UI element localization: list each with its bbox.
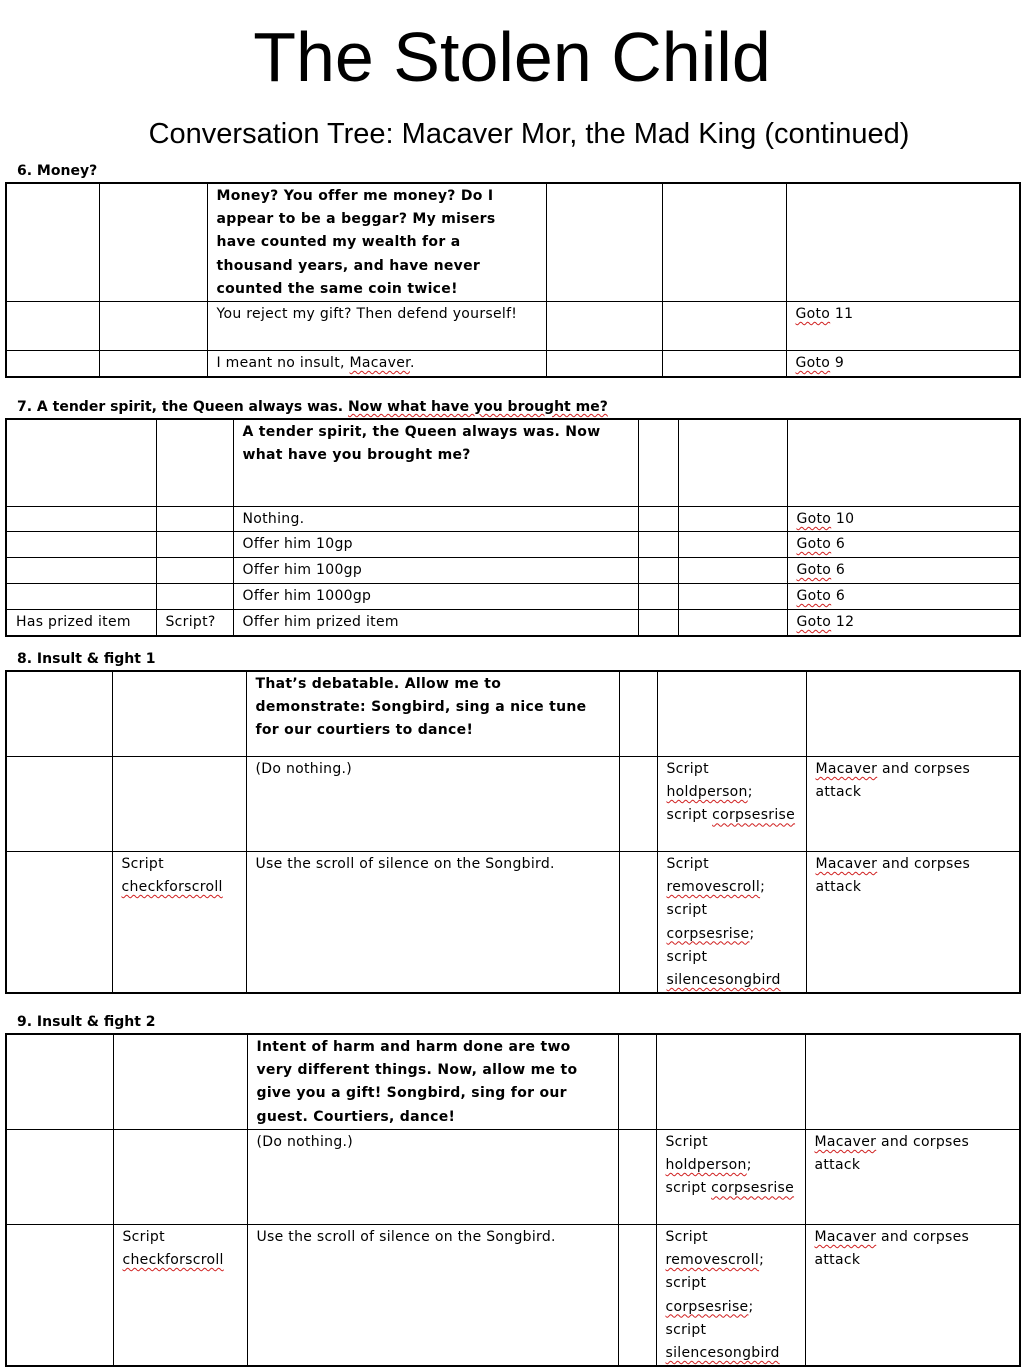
action-cell — [657, 671, 806, 757]
response-row — [6, 532, 1020, 558]
section-heading-text: 8. Insult & fight 1 — [17, 651, 156, 667]
blank-cell — [638, 584, 678, 610]
dialogue-cell: You reject my gift? Then defend yourself! — [207, 302, 546, 351]
check-cell — [99, 302, 207, 351]
blank-cell — [638, 532, 678, 558]
action-cell — [678, 507, 787, 532]
section-heading-text-underlined: Now what have you brought me? — [348, 399, 608, 415]
check-cell — [156, 558, 233, 584]
action-cell — [678, 558, 787, 584]
condition-cell — [6, 419, 156, 507]
npc-line-row — [6, 183, 1020, 302]
page-subtitle: Conversation Tree: Macaver Mor, the Mad King (continued) — [148, 118, 910, 150]
npc-line-row — [6, 1034, 1020, 1130]
blank-cell — [638, 419, 678, 507]
check-cell — [112, 757, 246, 852]
section-heading — [17, 162, 97, 180]
result-cell — [805, 1034, 1020, 1130]
check-cell: Script checkforscroll — [112, 852, 246, 994]
npc-line-row — [6, 671, 1020, 757]
condition-cell — [6, 1130, 113, 1225]
section-heading — [17, 1013, 156, 1031]
blank-cell — [638, 507, 678, 532]
condition-cell — [6, 1034, 113, 1130]
result-cell: Macaver and corpses attack — [806, 757, 1020, 852]
dialogue-cell: Money? You offer me money? Do I appear to be a beggar? My misers have counted my wealth for a thousand years, and have never counted the same coin twice! — [207, 183, 546, 302]
check-cell — [112, 671, 246, 757]
conversation-table — [5, 670, 1021, 994]
blank-cell — [546, 183, 662, 302]
dialogue-cell: (Do nothing.) — [246, 757, 619, 852]
result-cell: Goto 9 — [786, 351, 1020, 378]
result-cell: Goto 6 — [787, 584, 1020, 610]
blank-cell — [638, 610, 678, 637]
result-cell — [786, 183, 1020, 302]
dialogue-cell: I meant no insult, Macaver. — [207, 351, 546, 378]
response-row — [6, 558, 1020, 584]
dialogue-cell: Nothing. — [233, 507, 638, 532]
action-cell: Script holdperson; script corpsesrise — [657, 757, 806, 852]
response-row — [6, 852, 1020, 994]
response-row — [6, 1130, 1020, 1225]
action-cell — [678, 584, 787, 610]
condition-cell — [6, 671, 112, 757]
response-row — [6, 610, 1020, 637]
action-cell — [678, 610, 787, 637]
condition-cell — [6, 1225, 113, 1367]
result-cell: Macaver and corpses attack — [806, 852, 1020, 994]
dialogue-cell: Use the scroll of silence on the Songbird. — [247, 1225, 618, 1367]
check-cell — [156, 507, 233, 532]
blank-cell — [618, 1225, 656, 1367]
dialogue-cell: Intent of harm and harm done are two very different things. Now, allow me to give you a gift! Songbird, sing for our guest. Courtiers, dance! — [247, 1034, 618, 1130]
blank-cell — [619, 852, 657, 994]
blank-cell — [638, 558, 678, 584]
condition-cell — [6, 507, 156, 532]
condition-cell — [6, 183, 99, 302]
response-row — [6, 302, 1020, 351]
action-cell — [662, 183, 786, 302]
action-cell — [678, 419, 787, 507]
check-cell — [99, 183, 207, 302]
check-cell — [156, 532, 233, 558]
condition-cell — [6, 351, 99, 378]
condition-cell — [6, 852, 112, 994]
dialogue-cell: Use the scroll of silence on the Songbird. — [246, 852, 619, 994]
dialogue-cell: (Do nothing.) — [247, 1130, 618, 1225]
check-cell: Script checkforscroll — [113, 1225, 247, 1367]
response-row — [6, 584, 1020, 610]
result-cell: Macaver and corpses attack — [805, 1130, 1020, 1225]
condition-cell — [6, 757, 112, 852]
conversation-table — [5, 1033, 1021, 1367]
result-cell — [806, 671, 1020, 757]
check-cell — [113, 1034, 247, 1130]
result-cell: Goto 10 — [787, 507, 1020, 532]
check-cell — [99, 351, 207, 378]
blank-cell — [619, 671, 657, 757]
action-cell: Script removescroll; script corpsesrise; script silencesongbird — [657, 852, 806, 994]
check-cell — [113, 1130, 247, 1225]
action-cell: Script removescroll; script corpsesrise; script silencesongbird — [656, 1225, 805, 1367]
dialogue-cell: Offer him prized item — [233, 610, 638, 637]
blank-cell — [546, 351, 662, 378]
response-row — [6, 351, 1020, 378]
result-cell: Goto 6 — [787, 558, 1020, 584]
response-row — [6, 757, 1020, 852]
section-heading — [17, 650, 156, 668]
section-heading-text: 7. A tender spirit, the Queen always was. — [17, 399, 348, 415]
section-heading-text: 6. Money? — [17, 163, 98, 179]
action-cell — [662, 302, 786, 351]
conversation-table — [5, 182, 1021, 378]
conversation-table — [5, 418, 1021, 637]
dialogue-cell: Offer him 100gp — [233, 558, 638, 584]
condition-cell — [6, 532, 156, 558]
result-cell — [787, 419, 1020, 507]
page-title: The Stolen Child — [253, 18, 771, 96]
dialogue-cell: Offer him 10gp — [233, 532, 638, 558]
result-cell: Macaver and corpses attack — [805, 1225, 1020, 1367]
response-row — [6, 1225, 1020, 1367]
blank-cell — [619, 757, 657, 852]
check-cell — [156, 584, 233, 610]
action-cell: Script holdperson; script corpsesrise — [656, 1130, 805, 1225]
action-cell — [662, 351, 786, 378]
result-cell: Goto 12 — [787, 610, 1020, 637]
dialogue-cell: That’s debatable. Allow me to demonstrate: Songbird, sing a nice tune for our courtiers to dance! — [246, 671, 619, 757]
blank-cell — [618, 1034, 656, 1130]
dialogue-cell: Offer him 1000gp — [233, 584, 638, 610]
condition-cell: Has prized item — [6, 610, 156, 637]
condition-cell — [6, 302, 99, 351]
condition-cell — [6, 558, 156, 584]
section-heading — [17, 398, 608, 416]
check-cell: Script? — [156, 610, 233, 637]
npc-line-row — [6, 419, 1020, 507]
response-row — [6, 507, 1020, 532]
action-cell — [656, 1034, 805, 1130]
dialogue-cell: A tender spirit, the Queen always was. Now what have you brought me? — [233, 419, 638, 507]
blank-cell — [618, 1130, 656, 1225]
check-cell — [156, 419, 233, 507]
condition-cell — [6, 584, 156, 610]
result-cell: Goto 11 — [786, 302, 1020, 351]
section-heading-text: 9. Insult & fight 2 — [17, 1014, 156, 1030]
result-cell: Goto 6 — [787, 532, 1020, 558]
action-cell — [678, 532, 787, 558]
blank-cell — [546, 302, 662, 351]
